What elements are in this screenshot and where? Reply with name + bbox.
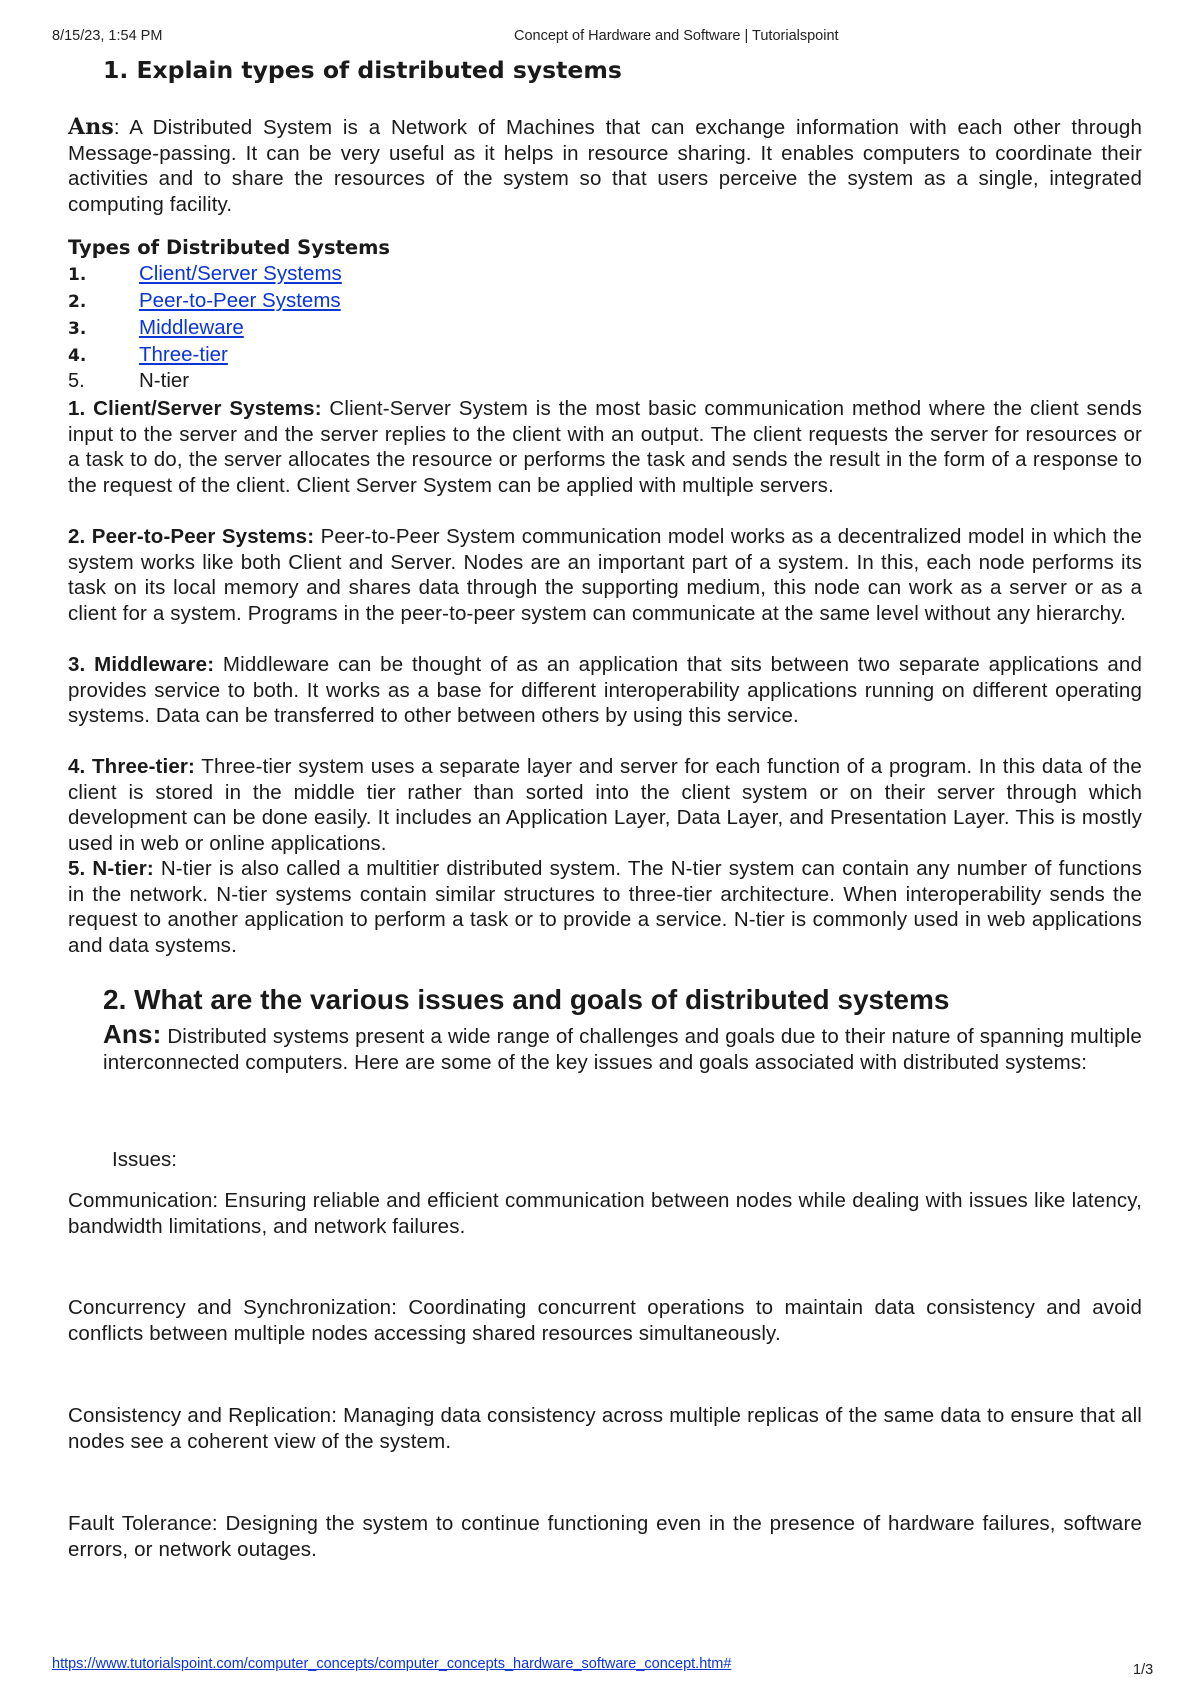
client-server-link[interactable]: Client/Server Systems: [139, 262, 342, 285]
list-number: 2.: [68, 292, 87, 312]
detail-text: Peer-to-Peer System communication model works as a decentralized model in which the system works like both Client and Server. Nodes are an important part of a system. In this, each node performs its task on its local memory and shares data through the supporting medium, this node can work as a server or as a client for a system. Programs in the peer-to-peer system can communicate at the same level without any hierarchy.: [68, 525, 1142, 625]
source-url-link[interactable]: https://www.tutorialspoint.com/computer_concepts/computer_concepts_hardware_software_concept.htm#: [52, 1656, 732, 1672]
issue-communication: Communication: Ensuring reliable and efficient communication between nodes while dealing with issues like latency, bandwidth limitations, and network failures.: [68, 1189, 1142, 1238]
issue-fault-tolerance: Fault Tolerance: Designing the system to continue functioning even in the presence of hardware failures, software errors, or network outages.: [68, 1512, 1142, 1561]
list-number: 5.: [68, 370, 85, 392]
detail-term: 2. Peer-to-Peer Systems:: [68, 525, 315, 548]
detail-text: Three-tier system uses a separate layer and server for each function of a program. In this data of the client is stored in the middle tier rather than sorted into the client system or on their server through which development can be done easily. It includes an Application Layer, Data Layer, and Presentation Layer. This is mostly used in web or online applications.: [68, 755, 1142, 855]
detail-text: Middleware can be thought of as an application that sits between two separate applications and provides service to both. It works as a base for different interoperability applications running on different operating systems. Data can be transferred to other between others by using this service.: [68, 653, 1142, 727]
list-number: 3.: [68, 319, 87, 339]
detail-n-tier: [68, 856, 1142, 958]
print-datetime: 8/15/23, 1:54 PM: [52, 28, 163, 44]
answer-text: : A Distributed System is a Network of Machines that can exchange information with each other through Message-passing. It can be very useful as it helps in resource sharing. It enables computers to coordinate their activities and to share the resources of the system so that users perceive the system as a single, integrated computing facility.: [68, 116, 1142, 216]
detail-client-server: [68, 396, 1142, 498]
print-page-title: Concept of Hardware and Software | Tutorialspoint: [514, 28, 839, 44]
detail-term: 4. Three-tier:: [68, 755, 196, 778]
list-item[interactable]: [68, 289, 341, 316]
detail-term: 1. Client/Server Systems:: [68, 397, 322, 420]
list-number: 1.: [68, 265, 87, 285]
detail-three-tier: [68, 754, 1142, 856]
answer-label: Ans:: [103, 1019, 162, 1049]
three-tier-link[interactable]: Three-tier: [139, 343, 228, 366]
question-1-title: 1. Explain types of distributed systems: [103, 56, 622, 84]
answer-label: Ans: [68, 114, 114, 140]
detail-middleware: [68, 652, 1142, 729]
question-2-answer: [103, 1019, 1142, 1075]
issue-consistency: Consistency and Replication: Managing data consistency across multiple replicas of the same data to ensure that all nodes see a coherent view of the system.: [68, 1404, 1142, 1453]
detail-peer-to-peer: [68, 524, 1142, 626]
list-item[interactable]: [68, 343, 228, 370]
n-tier-label: N-tier: [139, 369, 190, 392]
issues-heading: Issues:: [112, 1148, 177, 1171]
detail-term: 5. N-tier:: [68, 857, 154, 880]
list-item[interactable]: [68, 316, 244, 343]
peer-to-peer-link[interactable]: Peer-to-Peer Systems: [139, 289, 341, 312]
middleware-link[interactable]: Middleware: [139, 316, 244, 339]
list-number: 4.: [68, 346, 87, 366]
list-item[interactable]: [68, 262, 342, 289]
answer-text: Distributed systems present a wide range of challenges and goals due to their nature of spanning multiple interconnected computers. Here are some of the key issues and goals associated with distributed systems:: [103, 1025, 1142, 1074]
detail-text: N-tier is also called a multitier distributed system. The N-tier system can contain any number of functions in the network. N-tier systems contain similar structures to three-tier architecture. When interoperability sends the request to another application to perform a task or to provide a service. N-tier is commonly used in web applications and data systems.: [68, 857, 1142, 957]
list-item: [68, 369, 189, 396]
question-1-answer: [68, 115, 1142, 217]
types-heading: Types of Distributed Systems: [68, 236, 391, 259]
page-number: 1/3: [1133, 1662, 1154, 1678]
detail-term: 3. Middleware:: [68, 653, 215, 676]
detail-text: Client-Server System is the most basic communication method where the client sends input to the server and the server replies to the client with an output. The client requests the server for resources or a task to do, the server allocates the resource or performs the task and sends the result in the form of a response to the request of the client. Client Server System can be applied with multiple servers.: [68, 397, 1142, 497]
question-2-title: 2. What are the various issues and goals of distributed systems: [103, 984, 950, 1015]
issue-concurrency: Concurrency and Synchronization: Coordinating concurrent operations to maintain data consistency and avoid conflicts between multiple nodes accessing shared resources simultaneously.: [68, 1296, 1142, 1345]
